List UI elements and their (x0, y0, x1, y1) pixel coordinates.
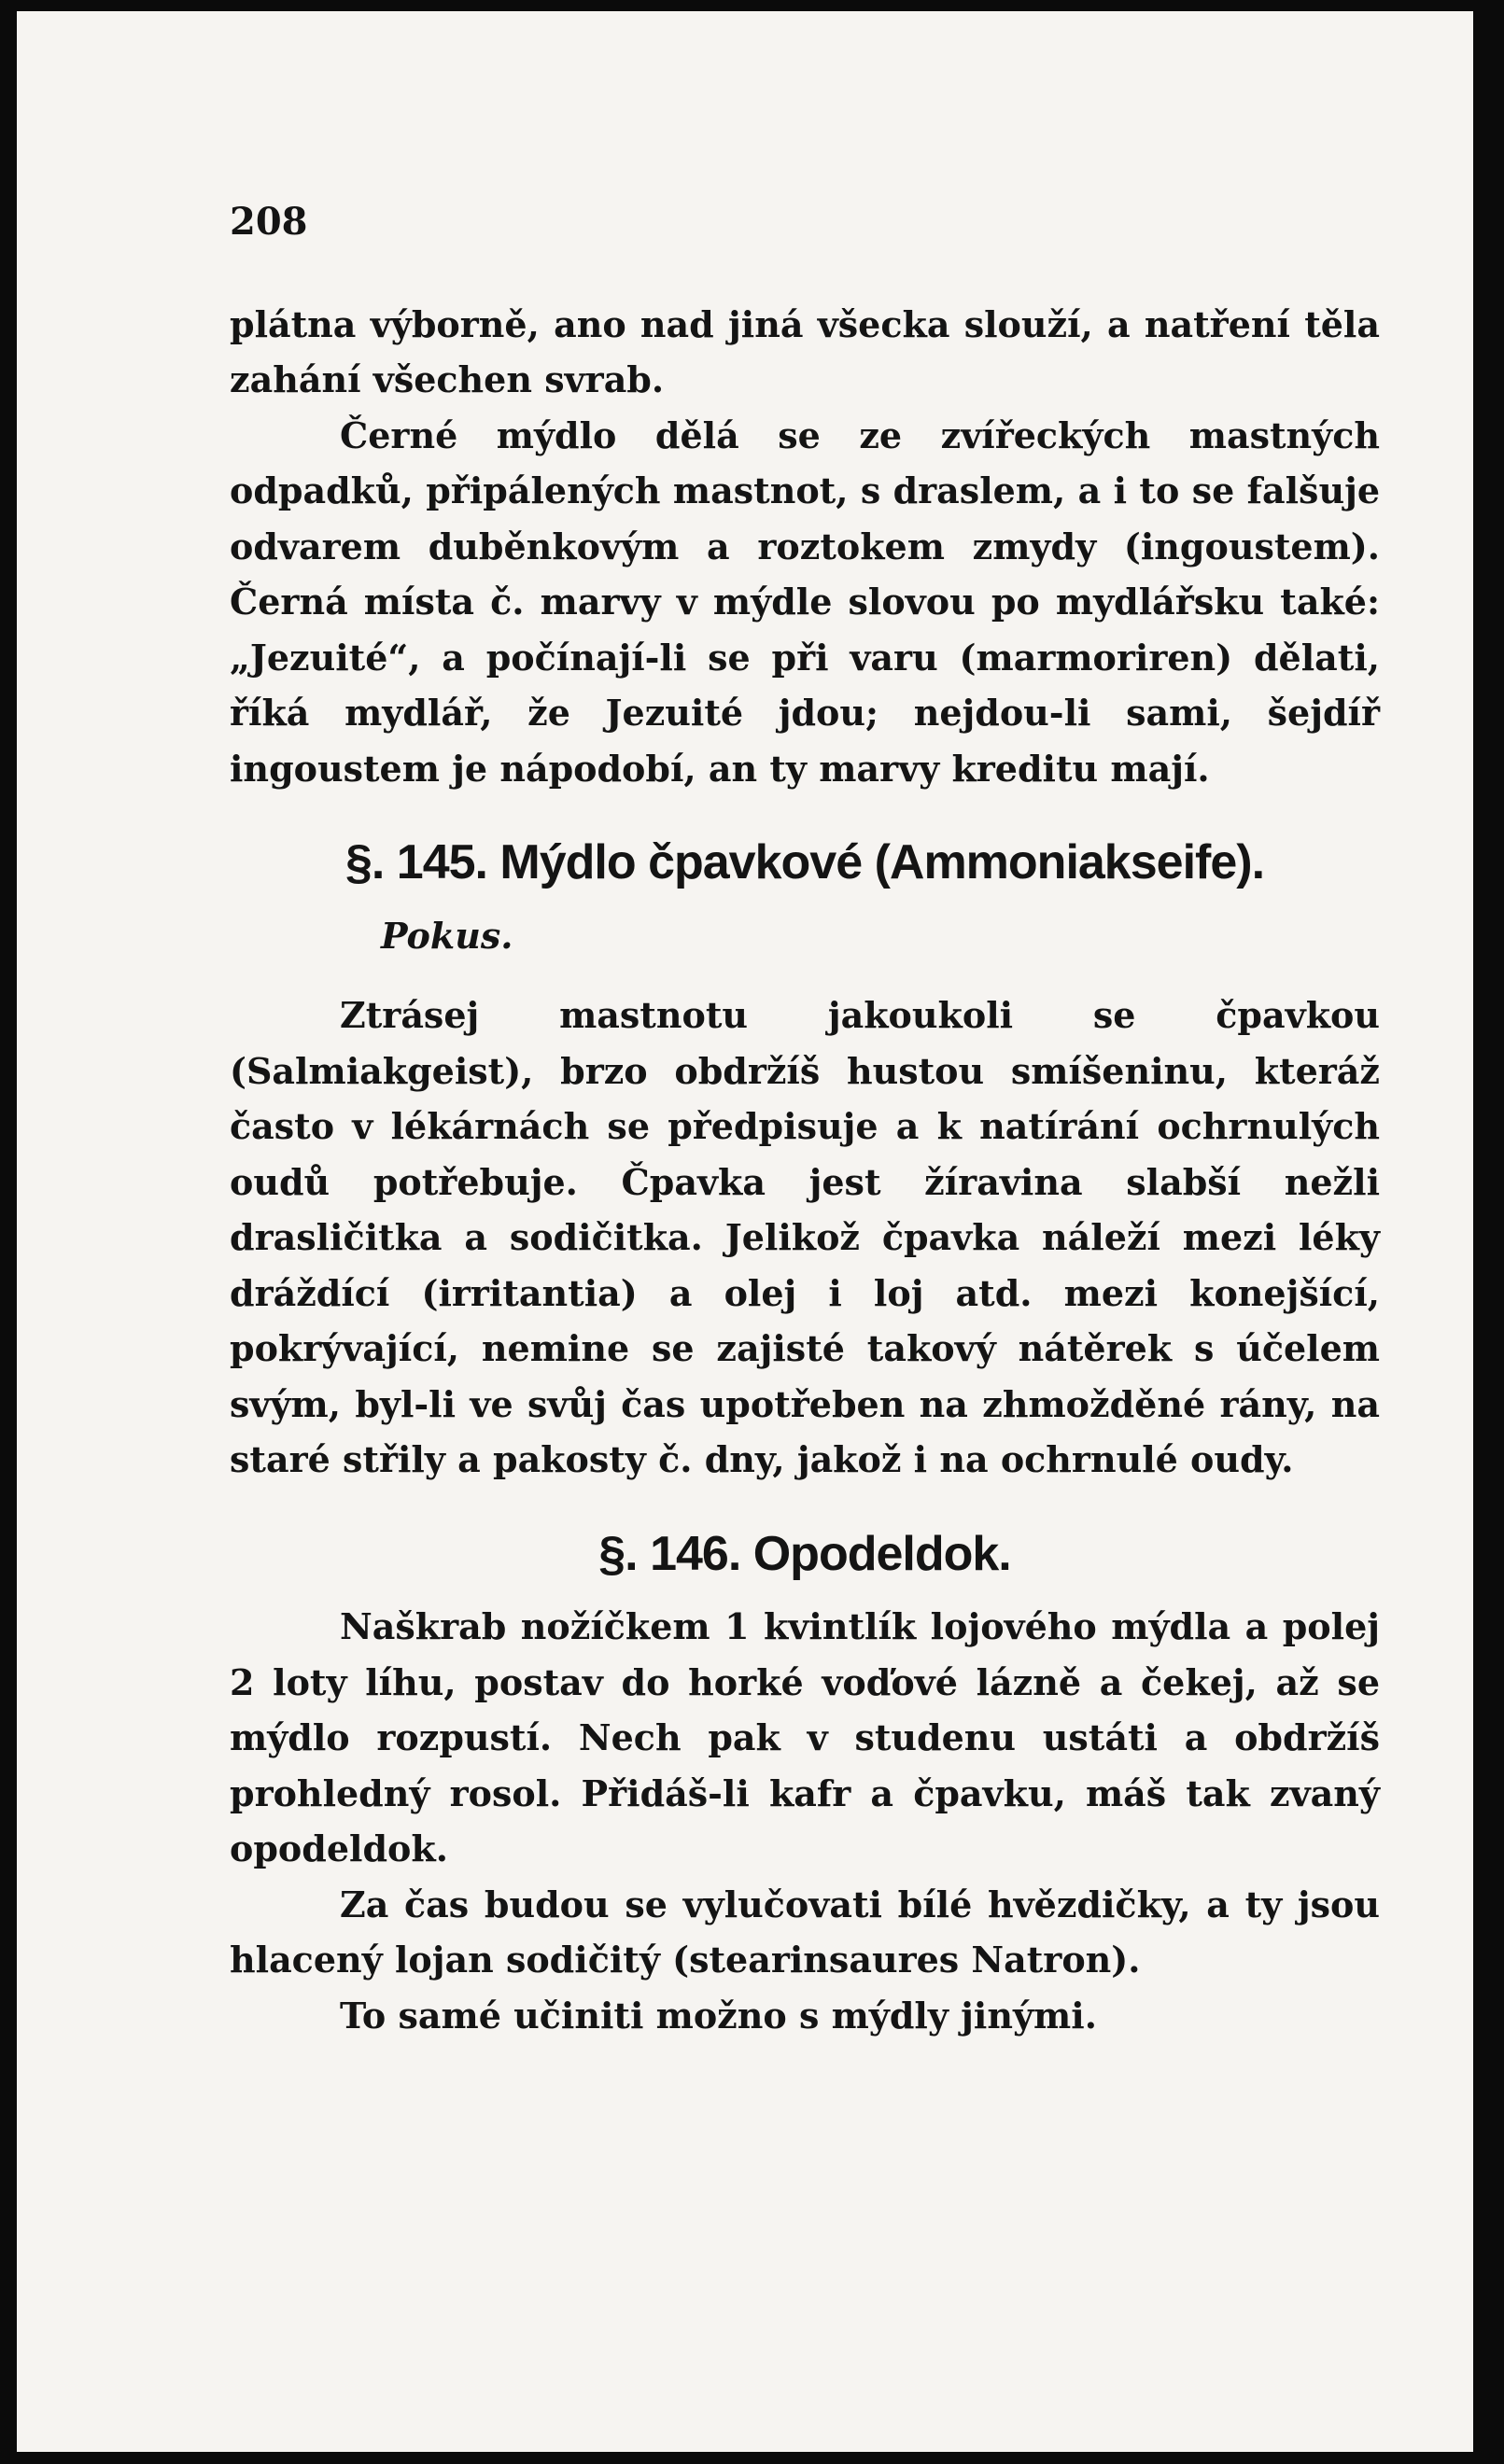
paragraph-5: Za čas budou se vylučovati bílé hvězdičky, a ty jsou hlacený lojan sodičitý (stearinsaures Natron). (230, 1883, 1380, 1981)
paragraph-4: Naškrab nožíčkem 1 kvintlík lojového mýdla a polej 2 loty líhu, postav do horké voďové lázně a čekej, až se mýdlo rozpustí. Nech pak v studenu ustáti a obdržíš prohledný rosol. Přidáš-li kafr a čpavku, máš tak zvaný opodeldok. (230, 1605, 1380, 1869)
page-text (230, 194, 1380, 2043)
paragraph-6: To samé učiniti možno s mýdly jinými. (340, 1994, 1097, 2037)
book-page (17, 11, 1473, 2452)
paragraph-3: Ztrásej mastnotu jakoukoli se čpavkou (Salmiakgeist), brzo obdržíš hustou smíšeninu, kteráž často v lékárnách se předpisuje a k natírání ochrnulých oudů potřebuje. Čpavka jest žíravina slabší nežli drasličitka a sodičitka. Jelikož čpavka náleží mezi léky dráždící (irritantia) a olej i loj atd. mezi konejšící, pokrývající, nemine se zajisté takový nátěrek s účelem svým, byl-li ve svůj čas upotřeben na zhmožděné rány, na staré střily a pakosty č. dny, jakož i na ochrnulé oudy. (230, 994, 1380, 1480)
paragraph-2: Černé mýdlo dělá se ze zvířeckých mastných odpadků, připálených mastnot, s draslem, a i to se falšuje odvarem duběnkovým a roztokem zmydy (ingoustem). Černá místa č. marvy v mýdle slovou po mydlářsku také: „Jezuité“, a počínají-li se při varu (marmoriren) dělati, říká mydlář, že Jezuité jdou; nejdou-li sami, šejdíř ingoustem je nápodobí, an ty marvy kreditu mají. (230, 413, 1380, 790)
paragraph-1: plátna výborně, ano nad jiná všecka slouží, a natření těla zahání všechen svrab. (230, 302, 1380, 400)
section-heading-146: §. 146. Opodeldok. (598, 1526, 1011, 1581)
section-heading-145: §. 145. Mýdlo čpavkové (Ammoniakseife). (344, 835, 1265, 889)
page-number: 208 (230, 200, 308, 244)
subheading-pokus: Pokus. (381, 914, 513, 957)
